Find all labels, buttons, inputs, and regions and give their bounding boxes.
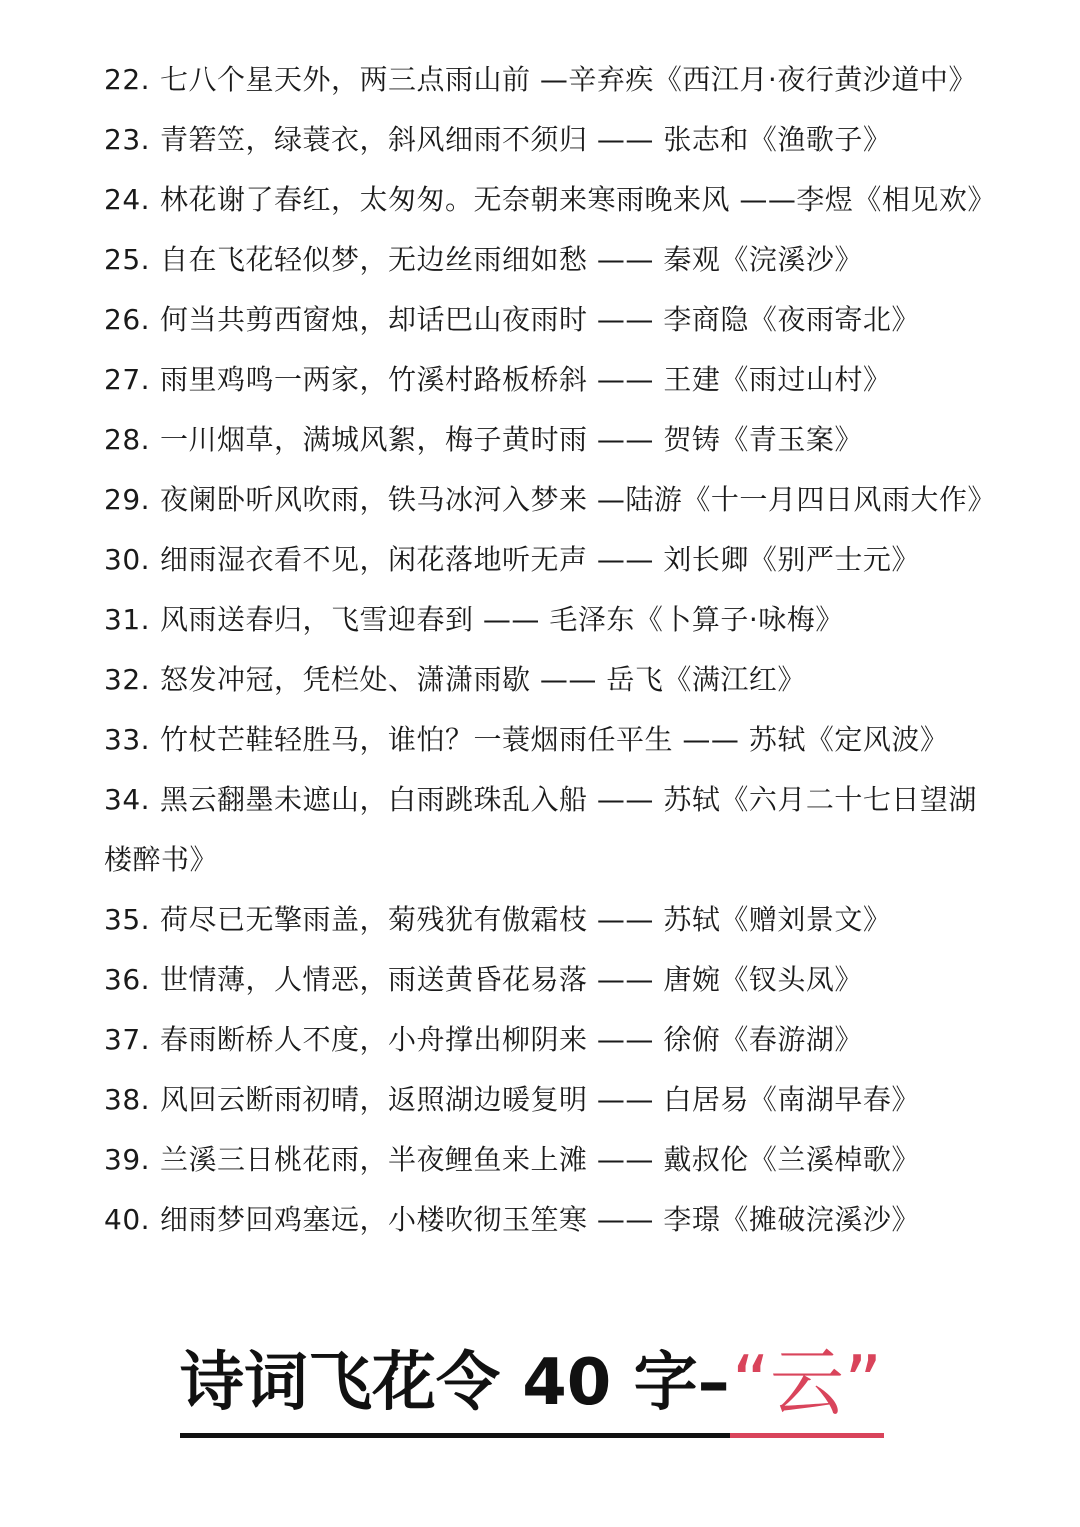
poem-line-31 — [104, 590, 1004, 650]
poem-line-33 — [104, 710, 1004, 770]
line-text: 黑云翻墨未遮山，白雨跳珠乱入船 —— 苏轼《六月二十七日望湖楼醉书》 — [104, 783, 977, 876]
line-text: 细雨梦回鸡塞远，小楼吹彻玉笙寒 —— 李璟《摊破浣溪沙》 — [160, 1203, 920, 1236]
page-title — [180, 1328, 884, 1438]
line-text: 自在飞花轻似梦，无边丝雨细如愁 —— 秦观《浣溪沙》 — [160, 243, 863, 276]
poem-line-34 — [104, 770, 984, 890]
line-text: 风回云断雨初晴，返照湖边暖复明 —— 白居易《南湖早春》 — [160, 1083, 920, 1116]
line-text: 兰溪三日桃花雨，半夜鲤鱼来上滩 —— 戴叔伦《兰溪棹歌》 — [160, 1143, 920, 1176]
line-text: 怒发冲冠，凭栏处、潇潇雨歇 —— 岳飞《满江红》 — [160, 663, 806, 696]
line-text: 荷尽已无擎雨盖，菊残犹有傲霜枝 —— 苏轼《赠刘景文》 — [160, 903, 892, 936]
title-accent: “云” — [730, 1333, 885, 1438]
line-number: 22. — [104, 63, 151, 96]
poem-line-39 — [104, 1130, 1004, 1190]
line-number: 31. — [104, 603, 151, 636]
line-number: 32. — [104, 663, 151, 696]
poem-line-27 — [104, 350, 1004, 410]
line-number: 23. — [104, 123, 151, 156]
poem-list — [104, 50, 1004, 1250]
poem-line-29 — [104, 470, 1004, 530]
line-number: 36. — [104, 963, 151, 996]
line-number: 37. — [104, 1023, 151, 1056]
poem-line-32 — [104, 650, 1004, 710]
poem-line-23 — [104, 110, 1004, 170]
line-number: 34. — [104, 783, 151, 816]
line-number: 24. — [104, 183, 151, 216]
line-number: 27. — [104, 363, 151, 396]
poem-line-25 — [104, 230, 1004, 290]
poem-line-30 — [104, 530, 1004, 590]
poem-line-35 — [104, 890, 1004, 950]
poem-line-36 — [104, 950, 1004, 1010]
line-text: 青箬笠，绿蓑衣，斜风细雨不须归 —— 张志和《渔歌子》 — [160, 123, 892, 156]
line-text: 风雨送春归，飞雪迎春到 —— 毛泽东《卜算子·咏梅》 — [160, 603, 844, 636]
poem-line-26 — [104, 290, 1004, 350]
poem-line-40 — [104, 1190, 1004, 1250]
line-number: 26. — [104, 303, 151, 336]
title-main: 诗词飞花令 40 字– — [180, 1333, 730, 1438]
line-text: 竹杖芒鞋轻胜马，谁怕？一蓑烟雨任平生 —— 苏轼《定风波》 — [160, 723, 949, 756]
line-text: 七八个星天外，两三点雨山前 —辛弃疾《西江月·夜行黄沙道中》 — [160, 63, 977, 96]
line-number: 40. — [104, 1203, 151, 1236]
poem-line-22 — [104, 50, 1004, 110]
poem-line-24 — [104, 170, 1004, 230]
poem-line-38 — [104, 1070, 1004, 1130]
line-number: 33. — [104, 723, 151, 756]
line-number: 25. — [104, 243, 151, 276]
line-text: 夜阑卧听风吹雨，铁马冰河入梦来 —陆游《十一月四日风雨大作》 — [160, 483, 996, 516]
line-number: 35. — [104, 903, 151, 936]
line-text: 细雨湿衣看不见，闲花落地听无声 —— 刘长卿《别严士元》 — [160, 543, 920, 576]
line-number: 29. — [104, 483, 151, 516]
line-text: 何当共剪西窗烛，却话巴山夜雨时 —— 李商隐《夜雨寄北》 — [160, 303, 920, 336]
line-text: 世情薄，人情恶，雨送黄昏花易落 —— 唐婉《钗头凤》 — [160, 963, 863, 996]
line-text: 雨里鸡鸣一两家，竹溪村路板桥斜 —— 王建《雨过山村》 — [160, 363, 892, 396]
line-number: 28. — [104, 423, 151, 456]
poem-line-37 — [104, 1010, 1004, 1070]
poem-line-28 — [104, 410, 1004, 470]
line-text: 春雨断桥人不度，小舟撑出柳阴来 —— 徐俯《春游湖》 — [160, 1023, 863, 1056]
line-text: 一川烟草，满城风絮，梅子黄时雨 —— 贺铸《青玉案》 — [160, 423, 863, 456]
line-number: 39. — [104, 1143, 151, 1176]
line-number: 30. — [104, 543, 151, 576]
line-text: 林花谢了春红，太匆匆。无奈朝来寒雨晚来风 ——李煜《相见欢》 — [160, 183, 996, 216]
line-number: 38. — [104, 1083, 151, 1116]
